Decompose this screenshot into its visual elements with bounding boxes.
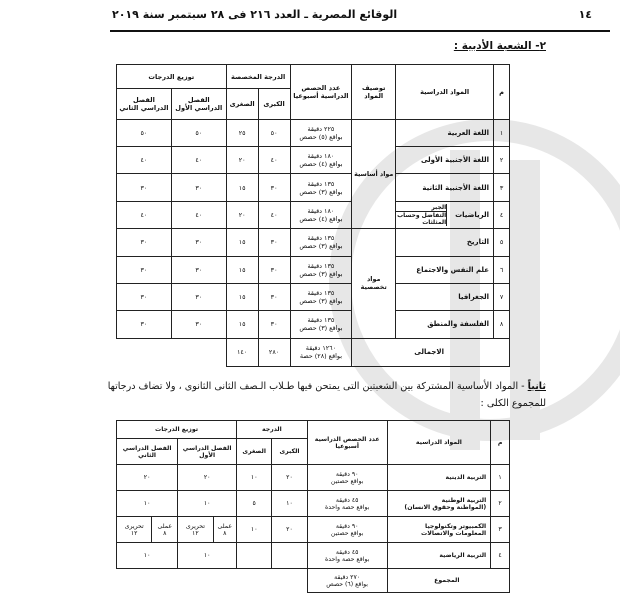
- t2-header-term1: الفصل الدراسي الأول: [178, 439, 237, 465]
- term2-grade: ٣٠: [117, 283, 172, 310]
- common-subjects-table: [116, 420, 510, 593]
- term2-grade: ٣٠: [117, 311, 172, 338]
- term1-practical: [213, 517, 237, 543]
- term2-practical: [152, 517, 178, 543]
- periods-cell: [307, 517, 387, 543]
- term2-grade: ٤٠: [117, 147, 172, 174]
- grade-max: [272, 543, 307, 569]
- periods-cell-minutes: ١٣٥ دقيقة: [307, 261, 335, 270]
- grade-min: ١٥: [226, 283, 258, 310]
- row-number: ٧: [494, 283, 510, 310]
- grade-max: ٢٠: [272, 517, 307, 543]
- subject-name: [396, 201, 494, 228]
- periods-cell-count: بواقع (٣) حصص: [299, 187, 343, 196]
- total-periods-minutes: ١٢٦٠ دقيقة: [305, 344, 337, 353]
- periods-cell: [307, 543, 387, 569]
- periods-cell-minutes: ٢٢٥ دقيقة: [307, 124, 335, 133]
- term1-grade: ٣٠: [171, 311, 226, 338]
- grade-max: ٣٠: [258, 256, 290, 283]
- grade-max: ٢٠: [272, 465, 307, 491]
- grade-min: ١٥: [226, 256, 258, 283]
- value: ٨: [223, 529, 227, 537]
- periods-cell-minutes: ١٣٥ دقيقة: [307, 316, 335, 325]
- grade-max: ٣٠: [258, 174, 290, 201]
- grade-min: ٢٠: [226, 201, 258, 228]
- t2-header-term2: الفصل الدراسي الثاني: [117, 439, 178, 465]
- term2-grade: ١٠: [117, 543, 178, 569]
- periods-cell-count: بواقع (٣) حصص: [299, 297, 343, 306]
- periods-cell-minutes: ٩٠ دقيقة: [335, 522, 359, 530]
- periods-cell-count: بواقع حصتين: [330, 529, 364, 537]
- value: ١٢: [130, 529, 138, 537]
- value: ٨: [163, 529, 167, 537]
- paragraph-text: - المواد الأساسية المشتركة بين الشعبتين التى يمتحن فيها طـلاب الـصف الثانى الثانوى ، ولا تضاف درجاتها للمجموع الكلى :: [107, 381, 546, 409]
- total-label: الاجمالى: [352, 338, 510, 366]
- term2-grade: ٣٠: [117, 174, 172, 201]
- periods-cell-minutes: ٩٠ دقيقة: [335, 470, 359, 478]
- row-number: ٣: [494, 174, 510, 201]
- subject-line2: المعلومات والاتصالات: [421, 529, 487, 537]
- subject-name: [387, 517, 491, 543]
- periods-cell-count: بواقع (٤) حصص: [299, 214, 343, 223]
- periods-cell: [290, 147, 352, 174]
- value: ١٢: [192, 529, 199, 537]
- term1-grade: ٤٠: [171, 201, 226, 228]
- periods-cell: [290, 174, 352, 201]
- table-row: [117, 283, 510, 310]
- term2-written: [117, 517, 152, 543]
- subject-line1: التربية الوطنية: [441, 496, 487, 504]
- periods-cell: [307, 465, 387, 491]
- subject-line1: الكمبيوتر وتكنولوجيا: [425, 522, 487, 530]
- subject-name: اللغة العربية: [396, 119, 494, 146]
- group-basic: مواد أساسية: [352, 119, 396, 228]
- subject-line1: التربية الدينية: [445, 474, 487, 481]
- term1-grade: ٤٠: [171, 147, 226, 174]
- header-max: الكبرى: [258, 89, 290, 119]
- grade-min: ١٠: [237, 465, 272, 491]
- group-special: مواد تخصصية: [352, 229, 396, 338]
- subject-name: علم النفس والاجتماع: [396, 256, 494, 283]
- row-number: ٤: [491, 543, 510, 569]
- total-periods-count: بواقع (٦) حصص: [326, 580, 369, 588]
- table-row: [117, 311, 510, 338]
- term1-grade: ١٠: [178, 543, 237, 569]
- page-number: ١٤: [578, 8, 592, 21]
- t2-header-periods: عدد الحصص الدراسية أسبوعيا: [307, 421, 387, 465]
- total-empty: [117, 569, 308, 593]
- periods-cell-count: بواقع (٣) حصص: [299, 242, 343, 251]
- grade-max: ٣٠: [258, 283, 290, 310]
- header-desc: توصيف المواد: [352, 65, 396, 120]
- periods-cell: [290, 283, 352, 310]
- periods-cell-minutes: ١٣٥ دقيقة: [307, 289, 335, 298]
- table-row: [117, 256, 510, 283]
- paragraph-lead: ثانياً: [527, 381, 546, 392]
- periods-cell-count: بواقع (٤) حصص: [299, 160, 343, 169]
- periods-cell: [290, 201, 352, 228]
- row-number: ١: [494, 119, 510, 146]
- subject-name: الفلسفة والمنطق: [396, 311, 494, 338]
- total-periods-minutes: ٢٧٠ دقيقة: [334, 573, 361, 581]
- total-periods: [290, 338, 352, 366]
- paragraph-saniyan: [96, 378, 546, 412]
- periods-cell-count: بواقع حصة واحدة: [324, 555, 370, 563]
- grade-min: ٥: [237, 491, 272, 517]
- literary-branch-table: [116, 64, 510, 367]
- grade-max: ٣٠: [258, 229, 290, 256]
- table-row: [117, 147, 510, 174]
- header-periods: عدد الحصص الدراسية أسبوعيا: [290, 65, 352, 120]
- label-written: تحريرى: [185, 522, 205, 530]
- subject-name: [387, 543, 491, 569]
- row-number: ٨: [494, 311, 510, 338]
- header-min: الصغرى: [226, 89, 258, 119]
- periods-cell-count: بواقع حصتين: [330, 477, 364, 485]
- math-parts: [396, 204, 447, 226]
- label-practical: عملى: [157, 522, 173, 530]
- term1-written: [178, 517, 213, 543]
- term2-grade: ٥٠: [117, 119, 172, 146]
- periods-cell-minutes: ٤٥ دقيقة: [335, 496, 359, 504]
- grade-max: ٥٠: [258, 119, 290, 146]
- t2-header-m: م: [491, 421, 510, 465]
- total-periods: [307, 569, 387, 593]
- periods-cell-minutes: ١٨٠ دقيقة: [307, 152, 335, 161]
- subject-name: اللغة الأجنبية الثانية: [396, 174, 494, 201]
- subject-name: [387, 491, 491, 517]
- periods-cell-minutes: ١٨٠ دقيقة: [307, 206, 335, 215]
- periods-cell-count: بواقع حصة واحدة: [324, 503, 370, 511]
- term1-grade: ٥٠: [171, 119, 226, 146]
- term1-grade: ٢٠: [178, 465, 237, 491]
- term2-grade: ٣٠: [117, 256, 172, 283]
- grade-min: ١٥: [226, 229, 258, 256]
- total-row: [117, 338, 510, 366]
- periods-cell-minutes: ١٣٥ دقيقة: [307, 234, 335, 243]
- table-row: [117, 201, 510, 228]
- row-number: ٥: [494, 229, 510, 256]
- table-row: [117, 119, 510, 146]
- header-grade: الدرجة المخصصة: [226, 65, 290, 89]
- label-practical: عملى: [217, 522, 233, 530]
- header-term1: الفصل الدراسي الأول: [171, 89, 226, 119]
- term2-grade: ٤٠: [117, 201, 172, 228]
- page-header: [112, 8, 592, 28]
- periods-cell-count: بواقع (٥) حصص: [299, 132, 343, 141]
- section-title: ٢- الشعبة الأدبية :: [453, 40, 546, 52]
- grade-min: ١٥: [226, 174, 258, 201]
- periods-cell: [307, 491, 387, 517]
- periods-cell-minutes: ٤٥ دقيقة: [335, 548, 359, 556]
- table-row: [117, 543, 510, 569]
- total-periods-count: بواقع (٢٨) حصة: [299, 352, 342, 361]
- grade-min: ٢٠: [226, 147, 258, 174]
- t2-header-grade: الدرجة: [237, 421, 308, 439]
- term2-grade: ١٠: [117, 491, 178, 517]
- t2-header-min: الصغرى: [237, 439, 272, 465]
- row-number: ٤: [494, 201, 510, 228]
- subject-name: التاريخ: [396, 229, 494, 256]
- periods-cell: [290, 119, 352, 146]
- subject-line2: (المواطنة وحقوق الانسان): [404, 503, 487, 511]
- table-row: [117, 491, 510, 517]
- grade-min: ١٠: [237, 517, 272, 543]
- table-row: [117, 465, 510, 491]
- gazette-title: الوقائع المصرية ـ العدد ٢١٦ فى ٢٨ سبتمبر سنة ٢٠١٩: [112, 8, 398, 21]
- periods-cell: [290, 256, 352, 283]
- t2-header-dist: توزيع الدرجات: [117, 421, 237, 439]
- term2-grade: ٣٠: [117, 229, 172, 256]
- table-row: [117, 517, 510, 543]
- periods-cell: [290, 229, 352, 256]
- periods-cell-minutes: ١٣٥ دقيقة: [307, 179, 335, 188]
- subject-name: الجغرافيا: [396, 283, 494, 310]
- term1-grade: ١٠: [178, 491, 237, 517]
- term2-grade: ٢٠: [117, 465, 178, 491]
- total-empty: [117, 338, 227, 366]
- total-row: [117, 569, 510, 593]
- periods-cell-count: بواقع (٣) حصص: [299, 324, 343, 333]
- header-dist: توزيع الدرجات: [117, 65, 227, 89]
- math-part-algebra: الجبر: [396, 204, 446, 212]
- row-number: ٢: [494, 147, 510, 174]
- grade-max: ٣٠: [258, 311, 290, 338]
- grade-min: ١٥: [226, 311, 258, 338]
- math-part-calculus: التفاضل وحساب المثلثات: [397, 211, 447, 226]
- row-number: ١: [491, 465, 510, 491]
- total-max: ٢٨٠: [258, 338, 290, 366]
- t2-header-subject: المواد الدراسية: [387, 421, 491, 465]
- term1-grade: ٣٠: [171, 229, 226, 256]
- total-min: ١٤٠: [226, 338, 258, 366]
- grade-max: ٤٠: [258, 201, 290, 228]
- term1-grade: ٣٠: [171, 174, 226, 201]
- grade-min: [237, 543, 272, 569]
- header-m: م: [494, 65, 510, 120]
- row-number: ٣: [491, 517, 510, 543]
- header-subject: المواد الدراسية: [396, 65, 494, 120]
- grade-min: ٢٥: [226, 119, 258, 146]
- label-written: تحريرى: [124, 522, 144, 530]
- header-rule: [110, 30, 610, 32]
- row-number: ٢: [491, 491, 510, 517]
- table-row: [117, 174, 510, 201]
- term1-grade: ٣٠: [171, 283, 226, 310]
- subject-name-math: الرياضيات: [455, 210, 490, 219]
- subject-line1: التربية الرياضية: [439, 552, 487, 559]
- total-label: المجموع: [387, 569, 509, 593]
- table-row: [117, 229, 510, 256]
- periods-cell-count: بواقع (٣) حصص: [299, 269, 343, 278]
- t2-header-max: الكبرى: [272, 439, 307, 465]
- grade-max: ٤٠: [258, 147, 290, 174]
- subject-name: [387, 465, 491, 491]
- periods-cell: [290, 311, 352, 338]
- header-term2: الفصل الدراسي الثاني: [117, 89, 172, 119]
- term1-grade: ٣٠: [171, 256, 226, 283]
- row-number: ٦: [494, 256, 510, 283]
- subject-name: اللغة الأجنبية الأولى: [396, 147, 494, 174]
- grade-max: ١٠: [272, 491, 307, 517]
